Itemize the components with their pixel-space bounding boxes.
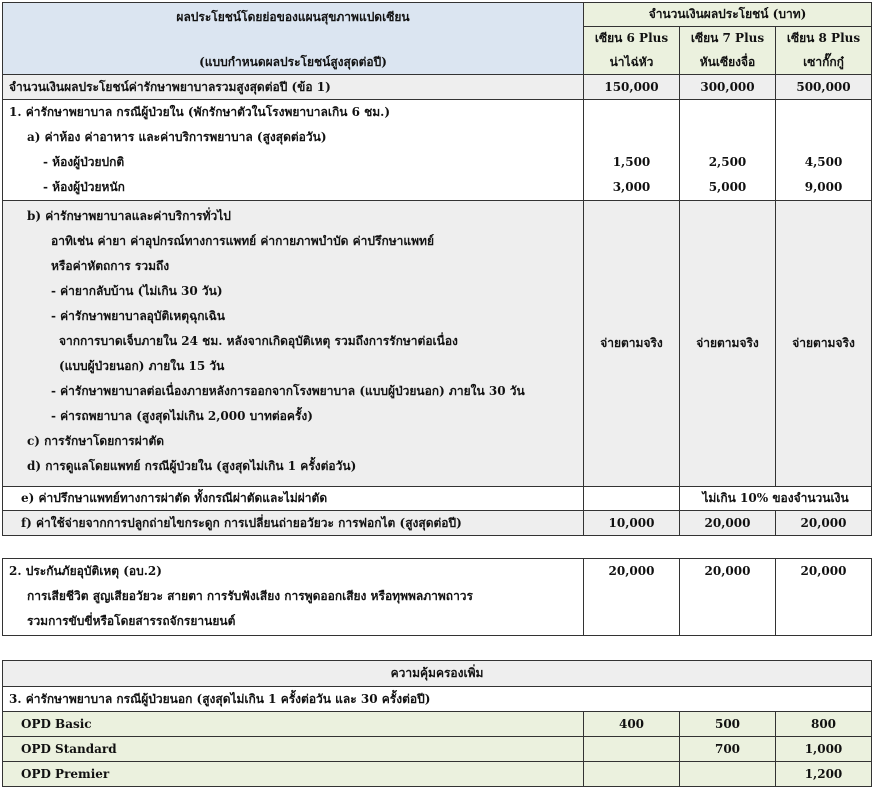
e-value: ไม่เกิน 10% ของจำนวนเงิน <box>680 487 872 511</box>
b-value-6: จ่ายตามจริง <box>584 201 680 487</box>
e-label: e) ค่าปรึกษาแพทย์ทางการผ่าตัด ทั้งกรณีผ่าตัดและไม่ผ่าตัด <box>3 487 584 511</box>
table-subtitle: (แบบกำหนดผลประโยชน์สูงสุดต่อปี) <box>3 51 584 75</box>
plan-alias-6: น่าไฉ่หัว <box>584 51 680 75</box>
plan-name-7: เซียน 7 Plus <box>680 27 776 51</box>
room-normal-label: - ห้องผู้ป่วยปกติ <box>43 155 125 169</box>
section1-f: f) ค่าใช้จ่ายจากการปลูกถ่ายไขกระดูก การเปลี่ยนถ่ายอวัยวะ การฟอกไต (สูงสุดต่อปี) 10,000 20,000 20,000 <box>3 511 872 536</box>
total-row: จำนวนเงินผลประโยชน์ค่ารักษาพยาบาลรวมสูงสุดต่อปี (ข้อ 1) 150,000 300,000 500,000 <box>3 75 872 100</box>
total-label: จำนวนเงินผลประโยชน์ค่ารักษาพยาบาลรวมสูงสุดต่อปี (ข้อ 1) <box>3 75 584 100</box>
plan-name-6: เซียน 6 Plus <box>584 27 680 51</box>
section2-title: 2. ประกันภัยอุบัติเหตุ (อบ.2) <box>9 564 162 578</box>
b-value-8: จ่ายตามจริง <box>776 201 872 487</box>
plan-name-8: เซียน 8 Plus <box>776 27 872 51</box>
b-value-7: จ่ายตามจริง <box>680 201 776 487</box>
accident-table <box>2 558 872 636</box>
table-title: ผลประโยชน์โดยย่อของแผนสุขภาพแปดเซียน <box>3 3 584 27</box>
section1-e <box>3 487 872 511</box>
amount-header: จำนวนเงินผลประโยชน์ (บาท) <box>584 3 872 27</box>
section1-a: 1. ค่ารักษาพยาบาล กรณีผู้ป่วยใน (พักรักษาตัวในโรงพยาบาลเกิน 6 ชม.) a) ค่าห้อง ค่าอาหาร และค่าบริการพยาบาล (สูงสุดต่อวัน) - ห้องผู้ป่วยปกติ - ห้องผู้ป่วยหนัก 1,500 3,000 2,500 5,000 4,500 9,000 <box>3 100 872 201</box>
benefit-table <box>2 2 872 536</box>
opd-row: OPD Standard 700 1,000 <box>3 737 872 762</box>
section3-header: ความคุ้มครองเพิ่ม <box>3 661 872 687</box>
f-label: f) ค่าใช้จ่ายจากการปลูกถ่ายไขกระดูก การเปลี่ยนถ่ายอวัยวะ การฟอกไต (สูงสุดต่อปี) <box>3 511 584 536</box>
opd-table <box>2 660 872 787</box>
section1-b: b) ค่ารักษาพยาบาลและค่าบริการทั่วไป อาทิเช่น ค่ายา ค่าอุปกรณ์ทางการแพทย์ ค่ากายภาพบำบัด ค่าปรึกษาแพทย์ หรือค่าหัตถการ รวมถึง - ค่ายากลับบ้าน (ไม่เกิน 30 วัน) - ค่ารักษาพยาบาลอุบัติเหตุฉุกเฉิน จากการบาดเจ็บภายใน 24 ชม. หลังจากเกิดอุบัติเหตุ รวมถึงการรักษาต่อเนื่อง (แบบผู้ป่วยนอก) ภายใน 15 วัน - ค่ารักษาพยาบาลต่อเนื่องภายหลังการออกจากโรงพยาบาล (แบบผู้ป่วยนอก) ภายใน 30 วัน - ค่ารถพยาบาล (สูงสุดไม่เกิน 2,000 บาทต่อครั้ง) c) การรักษาโดยการผ่าตัด d) การดูแลโดยแพทย์ กรณีผู้ป่วยใน (สูงสุดไม่เกิน 1 ครั้งต่อวัน) จ่ายตามจริง จ่ายตามจริง จ่ายตามจริง <box>3 201 872 487</box>
section1-title: 1. ค่ารักษาพยาบาล กรณีผู้ป่วยใน (พักรักษาตัวในโรงพยาบาลเกิน 6 ชม.) <box>9 105 391 119</box>
section3-title: 3. ค่ารักษาพยาบาล กรณีผู้ป่วยนอก (สูงสุดไม่เกิน 1 ครั้งต่อวัน และ 30 ครั้งต่อปี) <box>3 687 872 712</box>
opd-row: OPD Basic 400 500 800 <box>3 712 872 737</box>
section2-row: 2. ประกันภัยอุบัติเหตุ (อบ.2) การเสียชีวิต สูญเสียอวัยวะ สายตา การรับฟังเสียง การพูดออกเสียง หรือทุพพลภาพถาวร รวมการขับขี่หรือโดยสารรถจักรยานยนต์ 20,000 20,000 20,000 <box>3 559 872 636</box>
plan-alias-7: หันเซียงจื่อ <box>680 51 776 75</box>
room-icu-label: - ห้องผู้ป่วยหนัก <box>43 180 125 194</box>
opd-row: OPD Premier 1,200 <box>3 762 872 787</box>
plan-alias-8: เซากั๊กกู๋ <box>776 51 872 75</box>
section1-a-title: a) ค่าห้อง ค่าอาหาร และค่าบริการพยาบาล (สูงสุดต่อวัน) <box>27 130 327 144</box>
